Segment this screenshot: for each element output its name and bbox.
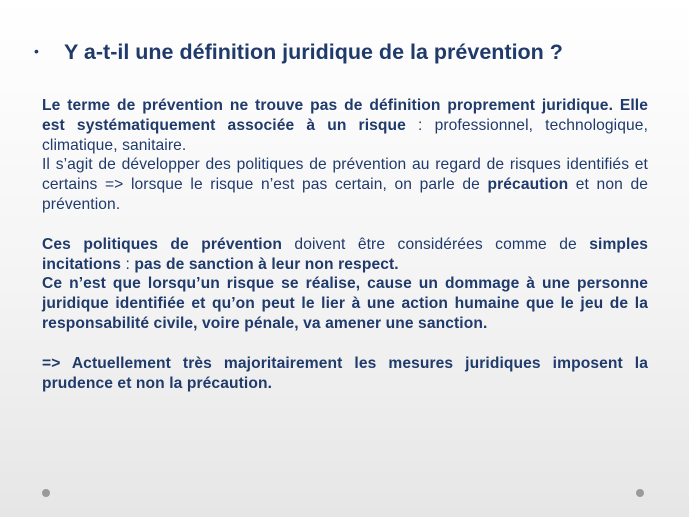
incitations-bold-1: Ces politiques de prévention [42,235,282,253]
bullet-icon: • [34,43,39,59]
title-text: Y a-t-il une définition juridique de la prévention ? [64,40,563,64]
spacer [42,334,648,354]
definition-bold: Le terme de prévention ne trouve pas de définition proprement juridique. Elle est systématiquement associée à un risque [42,97,648,134]
spacer [42,215,648,235]
definition-normal: : professionnel, technologique, climatique, sanitaire. [42,116,648,154]
incitations-text-2: : [121,255,135,273]
prevention-text-2: et non de prévention. [42,176,648,213]
paragraph-prevention-policies [42,155,648,214]
slide-nav-dot-left [42,489,50,497]
paragraph-incitations [42,235,648,275]
paragraph-conclusion: => Actuellement très majoritairement les mesures juridiques imposent la prudence et non la précaution. [42,354,648,392]
slide-title [34,40,654,65]
slide-nav-dot-right [636,489,644,497]
prevention-text-1: Il s’agit de développer des politiques de prévention au regard de risques identifiés et certains => lorsque le risque n’est pas certain, on parle de [42,156,648,194]
paragraph-sanction: Ce n’est que lorsqu’un risque se réalise, cause un dommage à une personne juridique identifiée et qu’on peut le lier à une action humaine que le jeu de la responsabilité civile, voire pénale, va amener une sanction. [42,275,648,332]
precaution-bold: précaution [487,176,569,194]
incitations-bold-2: simples incitations [42,235,649,273]
incitations-text-1: doivent être considérées comme de [281,235,590,253]
incitations-bold-3: pas de sanction à leur non respect. [134,255,399,273]
paragraph-definition [42,96,648,155]
slide-body [42,96,648,393]
